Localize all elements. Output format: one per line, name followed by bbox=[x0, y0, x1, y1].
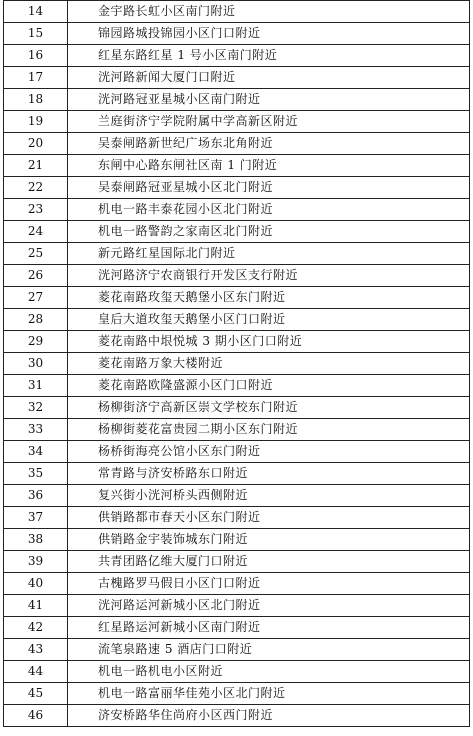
row-location: 吴泰闸路冠亚星城小区北门附近 bbox=[68, 177, 470, 199]
row-number: 35 bbox=[4, 463, 68, 485]
row-location: 古槐路罗马假日小区门口附近 bbox=[68, 573, 470, 595]
table-row bbox=[4, 23, 470, 45]
row-location: 机电一路警韵之家南区北门附近 bbox=[68, 221, 470, 243]
table-row bbox=[4, 639, 470, 661]
row-location: 常青路与济安桥路东口附近 bbox=[68, 463, 470, 485]
table-row bbox=[4, 353, 470, 375]
location-table bbox=[3, 0, 470, 727]
table-row bbox=[4, 595, 470, 617]
row-location: 复兴街小洸河桥头西侧附近 bbox=[68, 485, 470, 507]
table-row bbox=[4, 309, 470, 331]
row-number: 44 bbox=[4, 661, 68, 683]
row-number: 27 bbox=[4, 287, 68, 309]
row-location: 皇后大道玫玺天鹅堡小区门口附近 bbox=[68, 309, 470, 331]
row-location: 锦园路城投锦园小区门口附近 bbox=[68, 23, 470, 45]
row-number: 37 bbox=[4, 507, 68, 529]
row-location: 菱花南路万象大楼附近 bbox=[68, 353, 470, 375]
row-number: 41 bbox=[4, 595, 68, 617]
row-number: 30 bbox=[4, 353, 68, 375]
table-row bbox=[4, 441, 470, 463]
row-number: 31 bbox=[4, 375, 68, 397]
row-location: 洸河路冠亚星城小区南门附近 bbox=[68, 89, 470, 111]
table-row bbox=[4, 133, 470, 155]
table-row bbox=[4, 177, 470, 199]
table-row bbox=[4, 375, 470, 397]
table-row bbox=[4, 221, 470, 243]
row-number: 46 bbox=[4, 705, 68, 727]
row-location: 杨桥街海亮公馆小区东门附近 bbox=[68, 441, 470, 463]
row-location: 杨柳街济宁高新区崇文学校东门附近 bbox=[68, 397, 470, 419]
row-location: 金宇路长虹小区南门附近 bbox=[68, 1, 470, 23]
table-row bbox=[4, 661, 470, 683]
row-location: 菱花南路中垠悦城 3 期小区门口附近 bbox=[68, 331, 470, 353]
table-row bbox=[4, 397, 470, 419]
row-location: 新元路红星国际北门附近 bbox=[68, 243, 470, 265]
table-row bbox=[4, 551, 470, 573]
table-row bbox=[4, 199, 470, 221]
row-location: 共青团路亿维大厦门口附近 bbox=[68, 551, 470, 573]
row-number: 45 bbox=[4, 683, 68, 705]
row-number: 34 bbox=[4, 441, 68, 463]
row-location: 红星东路红星 1 号小区南门附近 bbox=[68, 45, 470, 67]
table-row bbox=[4, 573, 470, 595]
table-row bbox=[4, 529, 470, 551]
table-row bbox=[4, 45, 470, 67]
row-number: 38 bbox=[4, 529, 68, 551]
row-number: 43 bbox=[4, 639, 68, 661]
row-number: 33 bbox=[4, 419, 68, 441]
row-location: 菱花南路玫玺天鹅堡小区东门附近 bbox=[68, 287, 470, 309]
row-location: 洸河路新闻大厦门口附近 bbox=[68, 67, 470, 89]
table-row bbox=[4, 705, 470, 727]
table-row bbox=[4, 683, 470, 705]
table-row bbox=[4, 89, 470, 111]
table-row bbox=[4, 485, 470, 507]
row-location: 洸河路济宁农商银行开发区支行附近 bbox=[68, 265, 470, 287]
row-number: 19 bbox=[4, 111, 68, 133]
row-location: 兰庭街济宁学院附属中学高新区附近 bbox=[68, 111, 470, 133]
table-row bbox=[4, 155, 470, 177]
row-number: 28 bbox=[4, 309, 68, 331]
row-number: 29 bbox=[4, 331, 68, 353]
table-row bbox=[4, 111, 470, 133]
row-number: 18 bbox=[4, 89, 68, 111]
row-location: 杨柳街菱花富贵园二期小区东门附近 bbox=[68, 419, 470, 441]
row-location: 流笔泉路速 5 酒店门口附近 bbox=[68, 639, 470, 661]
table-row bbox=[4, 419, 470, 441]
row-location: 机电一路富丽华佳苑小区北门附近 bbox=[68, 683, 470, 705]
location-table-body bbox=[4, 1, 470, 727]
row-location: 红星路运河新城小区南门附近 bbox=[68, 617, 470, 639]
row-number: 36 bbox=[4, 485, 68, 507]
row-number: 25 bbox=[4, 243, 68, 265]
table-row bbox=[4, 617, 470, 639]
table-row bbox=[4, 1, 470, 23]
row-location: 菱花南路欧隆盛源小区门口附近 bbox=[68, 375, 470, 397]
row-number: 20 bbox=[4, 133, 68, 155]
table-row bbox=[4, 507, 470, 529]
table-row bbox=[4, 265, 470, 287]
row-number: 26 bbox=[4, 265, 68, 287]
row-number: 23 bbox=[4, 199, 68, 221]
row-location: 供销路金宇装饰城东门附近 bbox=[68, 529, 470, 551]
row-number: 24 bbox=[4, 221, 68, 243]
row-number: 39 bbox=[4, 551, 68, 573]
table-row bbox=[4, 243, 470, 265]
row-number: 15 bbox=[4, 23, 68, 45]
row-location: 机电一路机电小区附近 bbox=[68, 661, 470, 683]
row-location: 吴泰闸路新世纪广场东北角附近 bbox=[68, 133, 470, 155]
table-row bbox=[4, 287, 470, 309]
row-number: 32 bbox=[4, 397, 68, 419]
row-number: 42 bbox=[4, 617, 68, 639]
row-location: 济安桥路华住尚府小区西门附近 bbox=[68, 705, 470, 727]
row-location: 供销路都市春天小区东门附近 bbox=[68, 507, 470, 529]
table-row bbox=[4, 463, 470, 485]
row-number: 17 bbox=[4, 67, 68, 89]
row-number: 22 bbox=[4, 177, 68, 199]
table-row bbox=[4, 331, 470, 353]
row-location: 东闸中心路东闸社区南 1 门附近 bbox=[68, 155, 470, 177]
table-row bbox=[4, 67, 470, 89]
row-number: 14 bbox=[4, 1, 68, 23]
row-location: 机电一路丰泰花园小区北门附近 bbox=[68, 199, 470, 221]
row-number: 40 bbox=[4, 573, 68, 595]
row-number: 21 bbox=[4, 155, 68, 177]
row-location: 洸河路运河新城小区北门附近 bbox=[68, 595, 470, 617]
row-number: 16 bbox=[4, 45, 68, 67]
